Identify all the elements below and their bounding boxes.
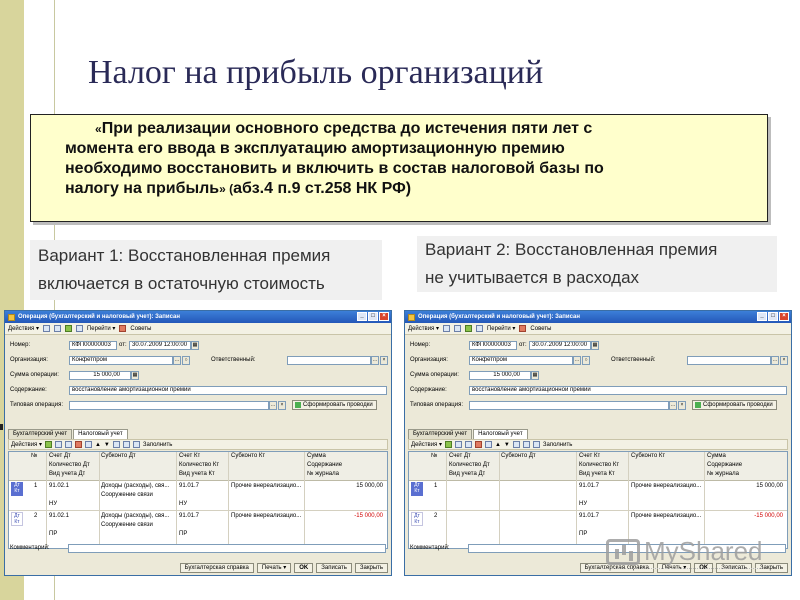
form-postings-button[interactable]: Сформировать проводки: [292, 400, 377, 410]
row-kt: 91.01.7: [179, 513, 200, 519]
header-content: Содержание: [707, 462, 743, 468]
fill-icon[interactable]: [133, 441, 140, 448]
header-num: №: [431, 453, 438, 459]
structure-icon[interactable]: [76, 325, 83, 332]
grid-toolbar: [408, 439, 788, 450]
row-sub-dt-1: Доходы (расходы), свя...: [101, 483, 170, 489]
date-field[interactable]: 30.07.2009 12:00:00: [129, 341, 191, 350]
row-sum: 15 000,00: [756, 483, 783, 489]
content-field[interactable]: восстановление амортизационной премии: [469, 386, 787, 395]
row-type-kt: НУ: [179, 501, 188, 507]
row-divider: [9, 510, 387, 511]
responsible-clear-button[interactable]: ×: [780, 356, 788, 365]
row-num: 2: [34, 513, 38, 519]
bottom-bar: [180, 562, 388, 573]
copy-row-icon[interactable]: [455, 441, 462, 448]
responsible-clear-button[interactable]: ×: [380, 356, 388, 365]
row-num: 1: [434, 483, 438, 489]
org-field[interactable]: Конфетпром: [469, 356, 573, 365]
add-row-icon[interactable]: [45, 441, 52, 448]
document-form: [5, 335, 391, 437]
save-button[interactable]: Записать: [716, 563, 752, 573]
sort-asc-icon[interactable]: [513, 441, 520, 448]
variant-2-box: [417, 236, 777, 292]
print-button[interactable]: Печать ▾: [657, 563, 691, 573]
command-bar: [5, 323, 391, 335]
header-journal: № журнала: [707, 471, 739, 477]
quote-line-2: момента его ввода в эксплуатацию амортизационную премию: [65, 140, 565, 157]
watermark: [606, 536, 763, 567]
tips-button[interactable]: Советы: [130, 325, 152, 332]
actions-menu[interactable]: Действия ▾: [408, 326, 439, 332]
calendar-icon[interactable]: ▦: [592, 342, 598, 348]
comment-field[interactable]: [68, 544, 386, 553]
close-window-button[interactable]: ×: [779, 312, 789, 321]
row-sub-dt-1: [501, 512, 575, 521]
content-field[interactable]: восстановление амортизационной премии: [69, 386, 387, 395]
tab-strip: [8, 429, 128, 439]
typical-select-button[interactable]: …: [670, 402, 676, 408]
sort-desc-icon[interactable]: [523, 441, 530, 448]
row-sub-dt-2: Сооружение связи: [101, 492, 153, 498]
header-sub-dt: Субконто Дт: [501, 453, 536, 459]
move-up-icon[interactable]: ▲: [494, 441, 501, 448]
close-button[interactable]: Закрыть: [755, 563, 788, 573]
operation-window-1[interactable]: [4, 310, 392, 576]
add-row-icon[interactable]: [445, 441, 452, 448]
maximize-button[interactable]: □: [368, 312, 378, 321]
row-sub-dt-2: [501, 521, 575, 530]
copy-row-icon[interactable]: [55, 441, 62, 448]
row-kt: 91.01.7: [579, 483, 600, 489]
col-divider: [304, 452, 305, 548]
document-icon: [408, 314, 415, 321]
header-journal: № журнала: [307, 471, 339, 477]
header-num: №: [31, 453, 38, 459]
responsible-field[interactable]: [687, 356, 771, 365]
typical-clear-button[interactable]: ×: [678, 401, 686, 410]
document-form: [405, 335, 791, 437]
quote-box: [30, 114, 768, 222]
postings-grid[interactable]: [408, 451, 788, 549]
edit-row-icon[interactable]: [65, 441, 72, 448]
row-sub-dt-1: Доходы (расходы), свя...: [101, 513, 170, 519]
responsible-select-button[interactable]: …: [772, 357, 778, 363]
header-kt: Счет Кт: [579, 453, 601, 459]
command-bar: [405, 323, 791, 335]
post-icon[interactable]: [465, 325, 472, 332]
grid-header: [9, 452, 387, 481]
sum-label: Сумма операции:: [410, 372, 459, 378]
header-type-dt: Вид учета Дт: [49, 471, 86, 477]
ok-button[interactable]: OK: [294, 563, 313, 573]
typical-operation-label: Типовая операция:: [10, 402, 64, 408]
row-sum-negative: -15 000,00: [354, 513, 383, 519]
row-sub-kt: Прочие внереализацио...: [631, 483, 702, 489]
row-type-icon-storno: Дт Кт: [411, 512, 423, 526]
typical-operation-label: Типовая операция:: [410, 402, 464, 408]
goto-menu[interactable]: Перейти ▾: [486, 326, 516, 332]
move-down-icon[interactable]: ▼: [503, 441, 510, 448]
quote-line-4: налогу на прибыль» (абз.4 п.9 ст.258 НК РФ): [65, 180, 412, 197]
responsible-field[interactable]: [287, 356, 371, 365]
sort-desc-icon[interactable]: [123, 441, 130, 448]
row-kt: 91.01.7: [179, 483, 200, 489]
ok-button[interactable]: OK: [694, 563, 713, 573]
header-sum: Сумма: [707, 453, 726, 459]
move-up-icon[interactable]: ▲: [94, 441, 101, 448]
col-divider: [499, 452, 500, 548]
help-icon[interactable]: [119, 325, 126, 332]
row-sub-dt-2: Сооружение связи: [101, 522, 153, 528]
number-field[interactable]: КФП00000003: [69, 341, 117, 350]
col-divider: [628, 452, 629, 548]
tab-tax[interactable]: Налоговый учет: [473, 429, 528, 439]
postings-grid[interactable]: [8, 451, 388, 549]
sum-field[interactable]: 15 000,00: [69, 371, 131, 380]
org-label: Организация:: [10, 357, 48, 363]
maximize-button[interactable]: □: [768, 312, 778, 321]
responsible-select-button[interactable]: …: [372, 357, 378, 363]
row-sub-dt-1: [501, 482, 575, 491]
responsible-label: Ответственный:: [611, 357, 656, 363]
end-edit-icon[interactable]: [85, 441, 92, 448]
close-window-button[interactable]: ×: [379, 312, 389, 321]
variant-1-line-2: включается в остаточную стоимость: [38, 274, 325, 293]
col-divider: [576, 452, 577, 548]
org-open-button[interactable]: ○: [182, 356, 190, 365]
date-field[interactable]: 30.07.2009 12:00:00: [529, 341, 591, 350]
tab-tax[interactable]: Налоговый учет: [73, 429, 128, 439]
accounting-reference-button[interactable]: Бухгалтерская справка: [580, 563, 654, 573]
number-label: Номер:: [10, 342, 31, 348]
header-kt: Счет Кт: [179, 453, 201, 459]
fill-icon[interactable]: [533, 441, 540, 448]
save-button[interactable]: Записать: [316, 563, 352, 573]
row-type-icon: Дт Кт: [411, 482, 423, 496]
typical-operation-field[interactable]: [69, 401, 269, 410]
org-label: Организация:: [410, 357, 448, 363]
structure-icon[interactable]: [476, 325, 483, 332]
comment-label: Комментарий:: [410, 545, 450, 551]
header-type-kt: Вид учета Кт: [579, 471, 615, 477]
row-sub-kt: Прочие внереализацио...: [231, 513, 302, 519]
watermark-text: MyShared: [644, 536, 763, 566]
header-sum: Сумма: [307, 453, 326, 459]
end-edit-icon[interactable]: [485, 441, 492, 448]
grid-actions-menu[interactable]: Действия ▾: [411, 442, 442, 448]
edit-icon[interactable]: [54, 325, 61, 332]
header-sub-dt: Субконто Дт: [101, 453, 136, 459]
row-type-icon: Дт Кт: [11, 482, 23, 496]
edit-row-icon[interactable]: [465, 441, 472, 448]
variant-1-line-1: Вариант 1: Восстановленная премия: [38, 246, 331, 265]
typical-select-button[interactable]: …: [270, 402, 276, 408]
print-button[interactable]: Печать ▾: [257, 563, 291, 573]
org-open-button[interactable]: ○: [582, 356, 590, 365]
actions-menu[interactable]: Действия ▾: [8, 326, 39, 332]
quote-line-1: «При реализации основного средства до истечения пяти лет с: [95, 120, 593, 137]
comment-row: [8, 544, 388, 554]
post-icon[interactable]: [65, 325, 72, 332]
header-type-kt: Вид учета Кт: [179, 471, 215, 477]
fill-button[interactable]: Заполнить: [542, 441, 573, 448]
header-content: Содержание: [307, 462, 343, 468]
col-divider: [704, 452, 705, 548]
delete-row-icon[interactable]: [475, 441, 482, 448]
row-sub-kt: Прочие внереализацио...: [231, 483, 302, 489]
typical-clear-button[interactable]: ×: [278, 401, 286, 410]
tab-accounting[interactable]: Бухгалтерский учет: [408, 429, 472, 439]
col-divider: [446, 452, 447, 548]
header-qty-kt: Количество Кт: [579, 462, 620, 468]
tab-strip: [408, 429, 528, 439]
comment-label: Комментарий:: [10, 545, 50, 551]
window-titlebar[interactable]: [405, 311, 791, 323]
row-type-kt: ПР: [579, 531, 588, 537]
variant-2-line-2: не учитывается в расходах: [425, 268, 640, 287]
window-title: Операция (бухгалтерский и налоговый учет): Записан: [18, 314, 180, 320]
date-label: от:: [119, 342, 127, 348]
row-type-kt: НУ: [579, 501, 588, 507]
sum-label: Сумма операции:: [10, 372, 59, 378]
edge-marker: [0, 424, 3, 430]
row-type-dt: НУ: [49, 501, 58, 507]
grid-toolbar: [8, 439, 388, 450]
calendar-icon[interactable]: ▦: [192, 342, 198, 348]
row-num: 1: [34, 483, 38, 489]
row-sum: 15 000,00: [356, 483, 383, 489]
watermark-underline: [602, 568, 762, 574]
row-type-kt: ПР: [179, 531, 188, 537]
col-divider: [176, 452, 177, 548]
number-field[interactable]: КФП00000003: [469, 341, 517, 350]
window-title: Операция (бухгалтерский и налоговый учет): Записан: [418, 314, 580, 320]
goto-menu[interactable]: Перейти ▾: [86, 326, 116, 332]
quote-line-3: необходимо восстановить и включить в состав налоговой базы по: [65, 160, 604, 177]
chart-logo-icon: [606, 539, 640, 565]
tips-button[interactable]: Советы: [530, 325, 552, 332]
row-dt: 91.02.1: [49, 483, 70, 489]
move-down-icon[interactable]: ▼: [103, 441, 110, 448]
header-dt: Счет Дт: [449, 453, 471, 459]
fill-button[interactable]: Заполнить: [142, 441, 173, 448]
header-sub-kt: Субконто Кт: [231, 453, 266, 459]
header-sub-kt: Субконто Кт: [631, 453, 666, 459]
content-label: Содержание:: [410, 387, 447, 393]
row-num: 2: [434, 513, 438, 519]
document-icon: [8, 314, 15, 321]
org-field[interactable]: Конфетпром: [69, 356, 173, 365]
typical-operation-field[interactable]: [469, 401, 669, 410]
row-divider: [409, 510, 787, 511]
form-postings-button[interactable]: Сформировать проводки: [692, 400, 777, 410]
row-kt: 91.01.7: [579, 513, 600, 519]
row-sum-negative: -15 000,00: [754, 513, 783, 519]
col-divider: [228, 452, 229, 548]
grid-header: [409, 452, 787, 481]
content-label: Содержание:: [10, 387, 47, 393]
date-label: от:: [519, 342, 527, 348]
copy-icon[interactable]: [43, 325, 50, 332]
col-divider: [99, 452, 100, 548]
minimize-button[interactable]: _: [757, 312, 767, 321]
number-label: Номер:: [410, 342, 431, 348]
window-titlebar[interactable]: [5, 311, 391, 323]
org-select-button[interactable]: …: [574, 357, 580, 363]
row-sub-dt-2: [501, 491, 575, 500]
variant-1-box: [30, 240, 382, 300]
sum-field[interactable]: 15 000,00: [469, 371, 531, 380]
header-qty-dt: Количество Дт: [449, 462, 490, 468]
header-qty-kt: Количество Кт: [179, 462, 220, 468]
variant-2-line-1: Вариант 2: Восстановленная премия: [425, 240, 718, 259]
accounting-reference-button[interactable]: Бухгалтерская справка: [180, 563, 254, 573]
slide-title: Налог на прибыль организаций: [88, 54, 544, 91]
header-qty-dt: Количество Дт: [49, 462, 90, 468]
responsible-label: Ответственный:: [211, 357, 256, 363]
calculator-icon[interactable]: ▦: [132, 372, 138, 378]
minimize-button[interactable]: _: [357, 312, 367, 321]
tab-accounting[interactable]: Бухгалтерский учет: [8, 429, 72, 439]
header-dt: Счет Дт: [49, 453, 71, 459]
close-button[interactable]: Закрыть: [355, 563, 388, 573]
delete-row-icon[interactable]: [75, 441, 82, 448]
help-icon[interactable]: [519, 325, 526, 332]
grid-actions-menu[interactable]: Действия ▾: [11, 442, 42, 448]
row-type-dt: ПР: [49, 531, 58, 537]
header-type-dt: Вид учета Дт: [449, 471, 486, 477]
edit-icon[interactable]: [454, 325, 461, 332]
sort-asc-icon[interactable]: [113, 441, 120, 448]
row-sub-kt: Прочие внереализацио...: [631, 513, 702, 519]
copy-icon[interactable]: [443, 325, 450, 332]
row-type-icon-storno: Дт Кт: [11, 512, 23, 526]
row-dt: 91.02.1: [49, 513, 70, 519]
col-divider: [46, 452, 47, 548]
calculator-icon[interactable]: ▦: [532, 372, 538, 378]
org-select-button[interactable]: …: [174, 357, 180, 363]
